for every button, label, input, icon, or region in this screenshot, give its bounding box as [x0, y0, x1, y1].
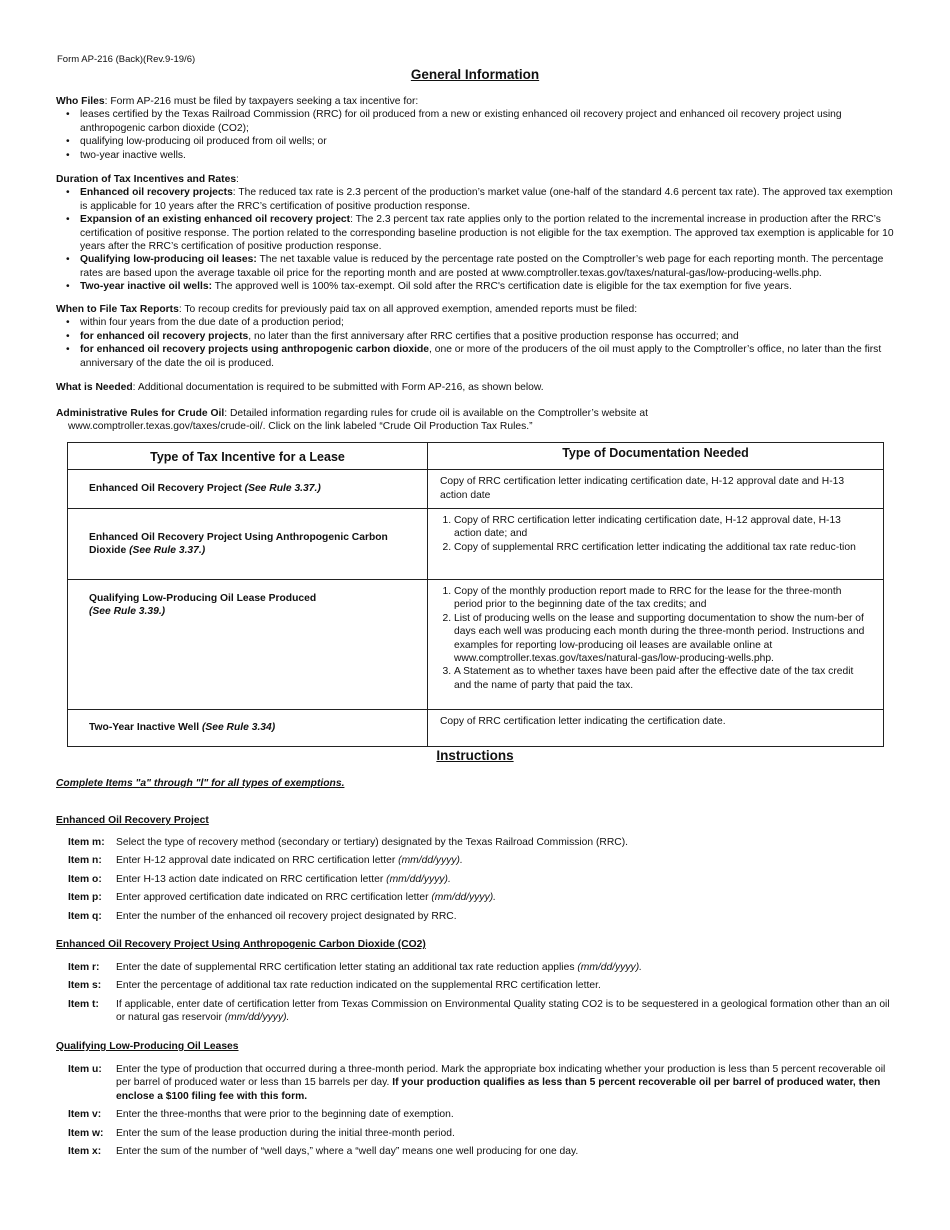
list-item: • Enhanced oil recovery projects: The reduced tax rate is 2.3 percent of the production’s market value (one-half of the standard 4.6 percent tax rate). The approved tax exemption is applicable for 10 years after the RRC’s certification of positive production response. — [56, 186, 896, 213]
list-item: • for enhanced oil recovery projects using anthropogenic carbon dioxide, one or more of the producers of the oil must apply to the Comptroller’s office, no later than the first anniversary of the date the oil is produced. — [56, 343, 896, 370]
list-item: • Two-year inactive oil wells: The approved well is 100% tax-exempt. Oil sold after the RRC's certification date is eligible for the tax exemption for five years. — [56, 280, 896, 293]
instruction-item: Item s: Enter the percentage of additional tax rate reduction indicated on the supplemental RRC certification letter. — [68, 980, 601, 992]
when-to-file-intro: When to File Tax Reports: To recoup credits for previously paid tax on all approved exemption, amended reports must be filed: — [56, 304, 638, 315]
instruction-item: Item n: Enter H-12 approval date indicated on RRC certification letter (mm/dd/yyyy). — [68, 855, 463, 867]
section-heading-low-producing: Qualifying Low-Producing Oil Leases — [56, 1041, 239, 1052]
instruction-item: Item v: Enter the three-months that were prior to the beginning date of exemption. — [68, 1109, 454, 1121]
column-header-incentive: Type of Tax Incentive for a Lease — [68, 443, 428, 470]
instruction-item: Item m: Select the type of recovery method (secondary or tertiary) designated by the Texas Railroad Commission (RRC). — [68, 837, 629, 848]
admin-rules-url-line: www.comptroller.texas.gov/taxes/crude-oil/. Click on the link labeled “Crude Oil Production Tax Rules.” — [68, 421, 533, 433]
eor-items — [68, 836, 890, 928]
list-item: • leases certified by the Texas Railroad Commission (RRC) for oil produced from a new or existing enhanced oil recovery project and enhanced oil recovery project using anthropogenic carbon dioxide (CO2); — [56, 108, 896, 135]
documentation-cell — [428, 580, 884, 710]
list-item: • Qualifying low-producing oil leases: The net taxable value is reduced by the percentage rate posted on the Comptroller’s web page for each reporting month. The percentage rates are based upon the average taxable oil price for the reporting month and are posted at www.comptroller.texas.gov/taxes/natural-gas/low-producing-wells.php. — [56, 253, 896, 280]
instruction-item: Item t: If applicable, enter date of certification letter from Texas Commission on Environmental Quality stating CO2 is to be sequestered in a geological formation other than an oil or natural gas reservoir (mm/dd/yyyy). — [68, 998, 890, 1024]
table-row — [68, 710, 884, 747]
when-to-file-list — [56, 316, 896, 370]
admin-rules-text: : Detailed information regarding rules for crude oil is available on the Comptroller’s website at — [224, 408, 648, 419]
incentive-type-cell: Enhanced Oil Recovery Project Using Anthropogenic Carbon Dioxide (See Rule 3.37.) — [68, 509, 428, 580]
list-item: 2. Copy of supplemental RRC certification letter indicating the additional tax rate reduc-tion — [454, 541, 871, 554]
what-needed-section — [56, 381, 896, 394]
who-files-section — [56, 95, 896, 162]
form-identifier: Form AP-216 (Back)(Rev.9-19/6) — [57, 54, 196, 65]
instruction-item: Item w: Enter the sum of the lease production during the initial three-month period. — [68, 1127, 455, 1139]
list-item: 3. A Statement as to whether taxes have been paid after the effective date of the tax credit and the name of party that paid the tax. — [454, 665, 871, 692]
list-item: • Expansion of an existing enhanced oil recovery project: The 2.3 percent tax rate applies only to the portion related to the incremental increase in production after the RRC’s certification of positive response. The portion related to the corresponding baseline production is not eligible for the tax exemption. The approved tax exemption is applicable for 10 years after the RRC’s certification of positive production response. — [56, 213, 896, 253]
list-item: 1. Copy of the monthly production report made to RRC for the lease for the three-month period prior to the beginning date of the tax credits; and — [454, 585, 871, 612]
admin-rules-heading: Administrative Rules for Crude Oil — [56, 408, 225, 419]
instructions-title: Instructions — [436, 748, 514, 763]
list-item: 1. Copy of RRC certification letter indicating certification date, H-12 approval date, H-13 action date; and — [454, 514, 871, 541]
low-producing-items — [68, 1063, 890, 1163]
documentation-table — [67, 442, 884, 747]
duration-heading: Duration of Tax Incentives and Rates — [56, 174, 237, 185]
instruction-item: Item p: Enter approved certification date indicated on RRC certification letter (mm/dd/yyyy). — [68, 892, 497, 904]
table-row — [68, 509, 884, 580]
incentive-type-cell: Enhanced Oil Recovery Project (See Rule 3.37.) — [68, 470, 428, 509]
list-item: • qualifying low-producing oil produced from oil wells; or — [56, 135, 896, 148]
incentive-type-cell: Qualifying Low-Producing Oil Lease Produced (See Rule 3.39.) — [68, 580, 428, 710]
general-information-title: General Information — [410, 67, 540, 82]
instruction-item: Item r: Enter the date of supplemental RRC certification letter stating an additional tax rate reduction applies (mm/dd/yyyy). — [68, 962, 642, 973]
instruction-item: Item q: Enter the number of the enhanced oil recovery project designated by RRC. — [68, 910, 457, 922]
what-needed-text: : Additional documentation is required to be submitted with Form AP-216, as shown below. — [132, 382, 544, 393]
list-item: • within four years from the due date of a production period; — [56, 316, 896, 329]
when-to-file-heading: When to File Tax Reports — [56, 304, 179, 315]
table-row — [68, 580, 884, 710]
when-to-file-section — [56, 303, 896, 370]
co2-items — [68, 961, 890, 1030]
list-item: • for enhanced oil recovery projects, no later than the first anniversary after RRC certifies that a positive production response has occurred; and — [56, 330, 896, 343]
complete-items-note: Complete Items "a" through "l" for all types of exemptions. — [56, 778, 345, 789]
documentation-cell — [428, 509, 884, 580]
column-header-documentation: Type of Documentation Needed — [428, 443, 884, 470]
admin-rules-section — [56, 407, 896, 434]
incentive-type-cell: Two-Year Inactive Well (See Rule 3.34) — [68, 710, 428, 747]
list-item: 2. List of producing wells on the lease and supporting documentation to show the num-ber of days each well was producing each month during the three-month period. Instructions and examples for reporting low-producing oil leases are available online at www.comptroller.texas.gov/taxes/natural-gas/low-producing-wells.php. — [454, 612, 871, 666]
who-files-list — [56, 108, 896, 162]
table-header-row — [68, 443, 884, 470]
duration-list — [56, 186, 896, 293]
instruction-item: Item x: Enter the sum of the number of “well days,” where a “well day” means one well producing for one day. — [68, 1145, 579, 1157]
instruction-item: Item u: Enter the type of production that occurred during a three-month period. Mark the appropriate box indicating whether your production is less than 5 percent recoverable oil per barrel of produced water or less than 15 barrels per day. If your production qualifies as less than 5 percent recoverable oil per barrel of produced water, then enclose a $100 filing fee with this form. — [68, 1064, 886, 1102]
section-heading-co2: Enhanced Oil Recovery Project Using Anthropogenic Carbon Dioxide (CO2) — [56, 939, 426, 950]
who-files-intro: Who Files: Form AP-216 must be filed by taxpayers seeking a tax incentive for: — [56, 96, 419, 107]
documentation-cell: Copy of RRC certification letter indicating certification date, H-12 approval date and H-13 action date — [428, 470, 884, 509]
who-files-heading: Who Files — [56, 96, 105, 107]
list-item: • two-year inactive wells. — [56, 149, 896, 162]
what-needed-heading: What is Needed — [56, 382, 133, 393]
section-heading-eor: Enhanced Oil Recovery Project — [56, 815, 209, 826]
documentation-cell: Copy of RRC certification letter indicating the certification date. — [428, 710, 884, 747]
duration-heading-line: Duration of Tax Incentives and Rates: — [56, 174, 239, 185]
instruction-item: Item o: Enter H-13 action date indicated on RRC certification letter (mm/dd/yyyy). — [68, 873, 451, 885]
table-row — [68, 470, 884, 509]
duration-section — [56, 173, 896, 293]
